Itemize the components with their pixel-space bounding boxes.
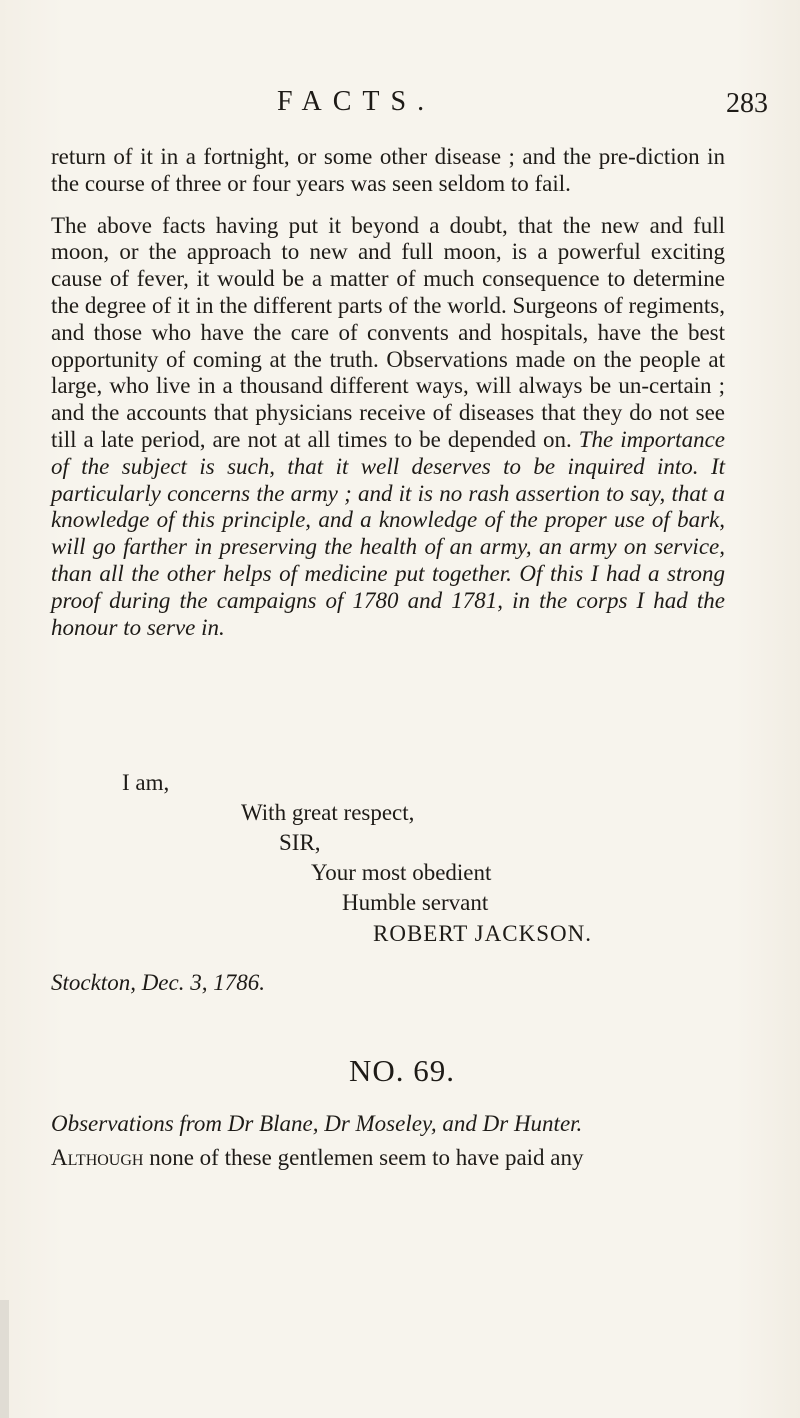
paragraph-continuation: return of it in a fortnight, or some other disease ; and the pre-diction in the course of three or four years was seen seldom to fail. bbox=[51, 144, 725, 196]
page-number: 283 bbox=[726, 88, 768, 119]
closing-sir: SIR, bbox=[279, 830, 321, 855]
page-edge-mark bbox=[0, 1300, 9, 1418]
section-number: NO. 69. bbox=[349, 1053, 456, 1088]
closing-i-am: I am, bbox=[122, 770, 170, 795]
section-drop-word: Although bbox=[51, 1145, 144, 1170]
signature: ROBERT JACKSON. bbox=[373, 921, 592, 946]
running-head: FACTS. bbox=[277, 86, 436, 117]
closing-humble: Humble servant bbox=[342, 890, 489, 915]
paragraph-facts bbox=[51, 213, 725, 642]
section-title: Observations from Dr Blane, Dr Moseley, and Dr Hunter. bbox=[51, 1111, 583, 1136]
section-first-line bbox=[51, 1146, 584, 1169]
paragraph-facts-italic-text: The importance of the subject is such, that it well deserves to be inquired into. It particularly concerns the army ; and it is no rash assertion to say, that a knowledge of this principle, and a knowledge of the proper use of bark, will go farther in preserving the health of an army, an army on service, than all the other helps of medicine put together. Of this I had a strong proof during the campaigns of 1780 and 1781, in the corps I had the honour to serve in. bbox=[51, 426, 725, 640]
paragraph-facts-text: The above facts having put it beyond a doubt, that the new and full moon, or the approach to new and full moon, is a powerful exciting cause of fever, it would be a matter of much consequence to determine the degree of it in the different parts of the world. Surgeons of regiments, and those who have the care of convents and hospitals, have the best opportunity of coming at the truth. Observations made on the people at large, who live in a thousand different ways, will always be un-certain ; and the accounts that physicians receive of diseases that they do not see till a late period, are not at all times to be depended on. bbox=[51, 212, 725, 452]
closing-respect: With great respect, bbox=[241, 800, 415, 825]
closing-obedient: Your most obedient bbox=[311, 860, 492, 885]
page-header bbox=[0, 88, 800, 128]
section-first-line-text: none of these gentlemen seem to have paid any bbox=[149, 1145, 584, 1170]
place-date: Stockton, Dec. 3, 1786. bbox=[51, 970, 265, 995]
main-text bbox=[51, 144, 725, 641]
